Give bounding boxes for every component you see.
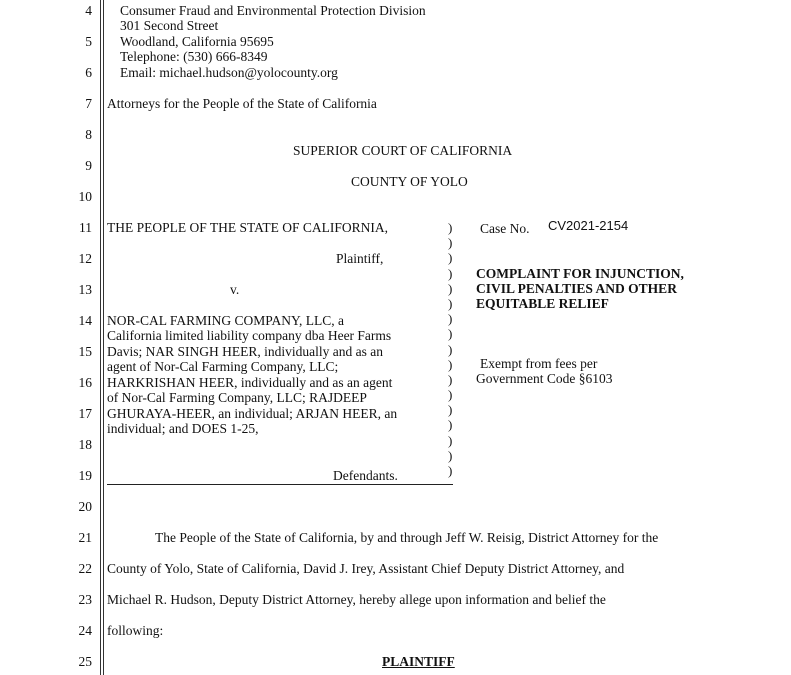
line-number: 4 [85, 3, 92, 18]
paren: ) [448, 265, 453, 281]
line-number: 8 [85, 127, 92, 142]
defendant-line: HARKRISHAN HEER, individually and as an agent [107, 375, 393, 390]
paren: ) [448, 447, 453, 463]
line-number: 10 [78, 189, 92, 204]
complaint-title-line: COMPLAINT FOR INJUNCTION, [476, 266, 684, 281]
paren: ) [448, 235, 453, 251]
body-line: Michael R. Hudson, Deputy District Attorney, hereby allege upon information and belief the [107, 592, 606, 607]
paren: ) [448, 463, 453, 478]
line-number: 7 [85, 96, 92, 111]
line-number: 22 [78, 561, 92, 576]
case-number: CV2021-2154 [548, 218, 629, 233]
line-number: 13 [78, 282, 92, 297]
complaint-title-line: CIVIL PENALTIES AND OTHER [476, 281, 677, 296]
paren: ) [448, 341, 453, 357]
line-number: 16 [78, 375, 92, 390]
plaintiff-label: Plaintiff, [336, 251, 384, 266]
defendant-line: GHURAYA-HEER, an individual; ARJAN HEER, an [107, 406, 398, 421]
defendants-label: Defendants. [333, 468, 398, 483]
attorneys-for: Attorneys for the People of the State of California [107, 96, 377, 111]
defendant-line: NOR-CAL FARMING COMPANY, LLC, a [107, 313, 345, 328]
header-division: Consumer Fraud and Environmental Protection Division [120, 3, 426, 18]
paren: ) [448, 250, 453, 266]
case-label: Case No. [480, 221, 530, 236]
body-line: The People of the State of California, by and through Jeff W. Reisig, District Attorney for the [155, 530, 659, 545]
line-number: 20 [78, 499, 92, 514]
body-line: County of Yolo, State of California, David J. Irey, Assistant Chief Deputy District Attorney, and [107, 561, 625, 576]
header-street: 301 Second Street [120, 18, 219, 33]
header-email: Email: michael.hudson@yolocounty.org [120, 65, 338, 80]
line-number: 18 [78, 437, 92, 452]
line-number: 15 [78, 344, 92, 359]
versus: v. [230, 282, 240, 297]
caption-paren-column [448, 220, 458, 478]
exempt-line1: Exempt from fees per [480, 356, 598, 371]
section-heading-plaintiff: PLAINTIFF [382, 654, 455, 669]
line-number: 24 [78, 623, 92, 638]
caption-underline [107, 484, 453, 485]
complaint-title-line: EQUITABLE RELIEF [476, 296, 609, 311]
defendant-line: Davis; NAR SINGH HEER, individually and as an [107, 344, 383, 359]
line-number: 12 [78, 251, 92, 266]
line-number: 9 [85, 158, 92, 173]
margin-rule-outer [100, 0, 101, 675]
header-telephone: Telephone: (530) 666-8349 [120, 49, 268, 64]
defendant-line: agent of Nor-Cal Farming Company, LLC; [107, 359, 339, 374]
paren: ) [448, 417, 453, 433]
plaintiff-name: THE PEOPLE OF THE STATE OF CALIFORNIA, [107, 220, 389, 235]
paren: ) [448, 371, 453, 387]
exempt-line2: Government Code §6103 [476, 371, 613, 386]
defendant-line: individual; and DOES 1-25, [107, 421, 259, 436]
line-number: 23 [78, 592, 92, 607]
line-number: 17 [78, 406, 92, 421]
defendant-line: of Nor-Cal Farming Company, LLC; RAJDEEP [107, 390, 367, 405]
line-number: 14 [78, 313, 92, 328]
paren: ) [448, 220, 453, 235]
paren: ) [448, 356, 453, 372]
paren: ) [448, 280, 453, 296]
header-city: Woodland, California 95695 [120, 34, 274, 49]
body-line: following: [107, 623, 164, 638]
paren: ) [448, 326, 453, 342]
paren: ) [448, 387, 453, 403]
paren: ) [448, 402, 453, 418]
paren: ) [448, 432, 453, 448]
margin-rule-inner [103, 0, 104, 675]
line-number: 11 [79, 220, 92, 235]
paren: ) [448, 311, 453, 327]
line-number: 25 [78, 654, 92, 669]
line-number: 5 [85, 34, 92, 49]
defendant-line: California limited liability company dba Heer Farms [107, 328, 392, 343]
line-number: 6 [85, 65, 92, 80]
line-number: 21 [78, 530, 92, 545]
line-number: 19 [78, 468, 92, 483]
court-county: COUNTY OF YOLO [351, 174, 468, 189]
court-name: SUPERIOR COURT OF CALIFORNIA [293, 143, 513, 158]
paren: ) [448, 295, 453, 311]
